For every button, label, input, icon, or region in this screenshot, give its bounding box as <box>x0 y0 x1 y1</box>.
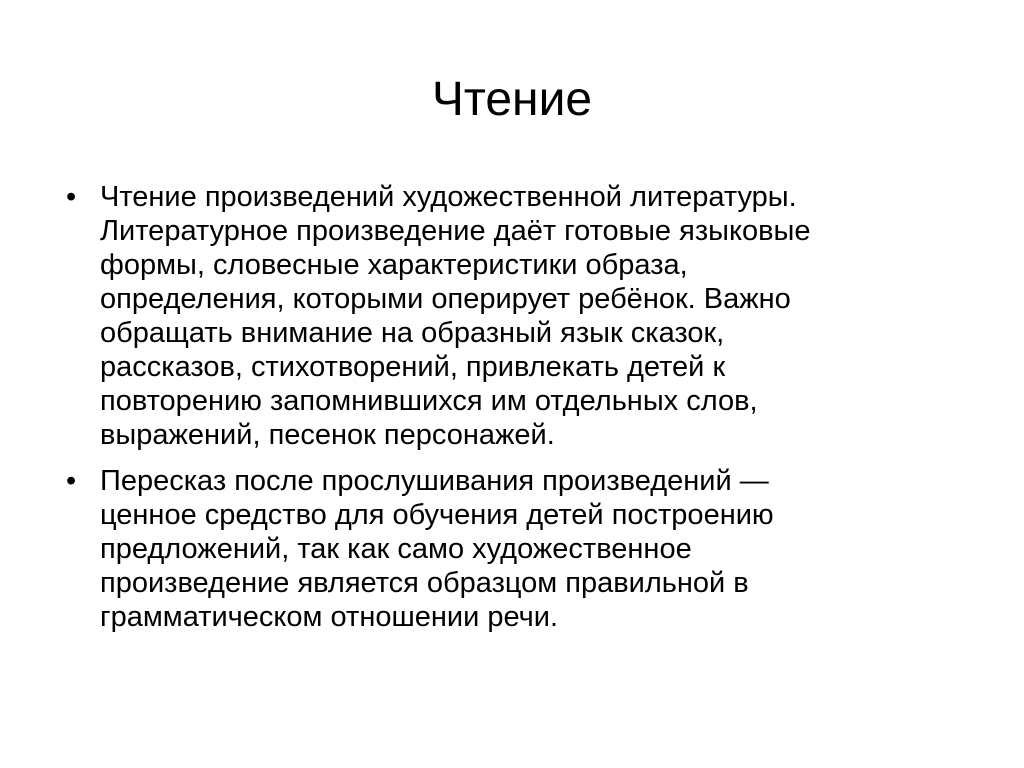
bullet-text-line: предложений, так как само художественное <box>100 533 692 565</box>
slide-title: Чтение <box>431 73 593 126</box>
bullet-text-line: выражений, песенок персонажей. <box>100 419 555 451</box>
bullet-text-line: грамматическом отношении речи. <box>100 601 558 633</box>
bullet-text-line: Пересказ после прослушивания произведений — <box>100 465 769 497</box>
bullet-item-retelling <box>66 464 946 634</box>
bullet-text-line: Литературное произведение даёт готовые языковые <box>100 215 811 247</box>
bullet-list <box>66 180 946 646</box>
bullet-text-line: формы, словесные характеристики образа, <box>100 249 688 281</box>
bullet-text-line: повторению запомнившихся им отдельных слов, <box>100 385 758 417</box>
bullet-text-line: рассказов, стихотворений, привлекать детей к <box>100 351 726 383</box>
bullet-marker-icon: • <box>66 181 77 213</box>
bullet-text-line: произведение является образцом правильной в <box>100 567 749 599</box>
bullet-text-line: ценное средство для обучения детей построению <box>100 499 774 531</box>
bullet-text-line: обращать внимание на образный язык сказок, <box>100 317 725 349</box>
bullet-text-line: Чтение произведений художественной литературы. <box>100 181 797 213</box>
bullet-item-reading <box>66 180 946 452</box>
bullet-marker-icon: • <box>66 465 77 497</box>
bullet-text-line: определения, которыми оперирует ребёнок. Важно <box>100 283 791 315</box>
